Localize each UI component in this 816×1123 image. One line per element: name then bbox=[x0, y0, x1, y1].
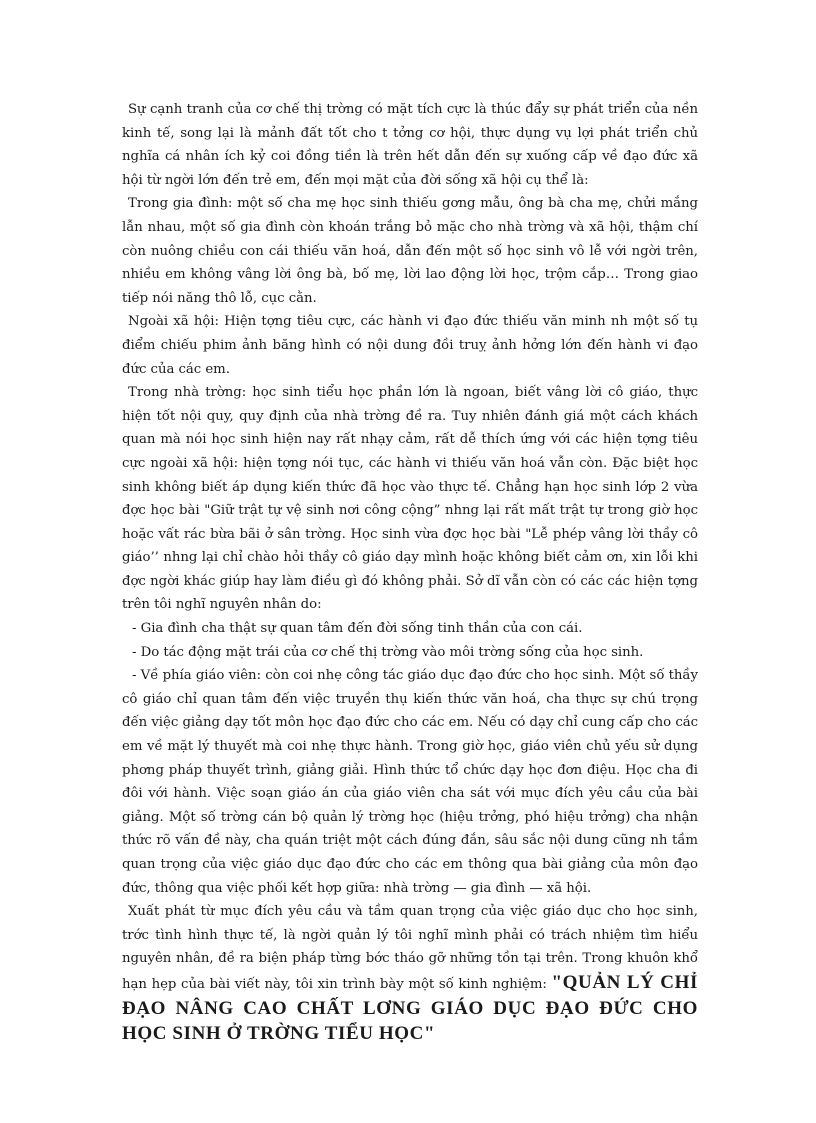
paragraph-family: Trong gia đình: một số cha mẹ học sinh thiếu gơng mẫu, ông bà cha mẹ, chửi mắng lẫn nhau, một số gia đình còn khoán trắng bỏ mặc cho nhà trờng và xã hội, thậm chí còn nuông chiều con cái thiếu văn hoá, dẫn đến một số học sinh vô lễ với ngời trên, nhiều em không vâng lời ông bà, bố mẹ, lời lao động lời học, trộm cắp… Trong giao tiếp nói năng thô lỗ, cục cằn. bbox=[122, 196, 698, 306]
document-title: "QUẢN LÝ CHỈ ĐẠO NÂNG CAO CHẤT LƠNG GIÁO DỤC ĐẠO ĐỨC CHO HỌC SINH Ở TRỜNG TIỂU HỌC" bbox=[122, 971, 698, 1045]
bullet-market-cause: - Do tác động mặt trái của cơ chế thị trờng vào môi trờng sống của học sinh. bbox=[132, 644, 644, 660]
closing-text: Xuất phát từ mục đích yêu cầu và tầm quan trọng của việc giáo dục cho học sinh, trớc tình hình thực tế, là ngời quản lý tôi nghĩ mình phải có trách nhiệm tìm hiểu nguyên nhân, đề ra biện pháp từng bớc tháo gỡ những tồn tại trên. Trong khuôn khổ hạn hẹp của bài viết này, tôi xin trình bày một số kinh nghiệm: bbox=[122, 904, 698, 992]
paragraph-market-competition: Sự cạnh tranh của cơ chế thị trờng có mặt tích cực là thúc đẩy sự phát triển của nền kinh tế, song lại là mảnh đất tốt cho t tởng cơ hội, thực dụng vụ lợi phát triển chủ nghĩa cá nhân ích kỷ coi đồng tiền là trên hết dẫn đến sự xuống cấp về đạo đức xã hội từ ngời lớn đến trẻ em, đến mọi mặt của đời sống xã hội cụ thể là: bbox=[122, 102, 698, 188]
bullet-teacher-cause: - Về phía giáo viên: còn coi nhẹ công tác giáo dục đạo đức cho học sinh. Một số thầy cô giáo chỉ quan tâm đến việc truyền thụ kiến thức văn hoá, cha thực sự chú trọng đến việc giảng dạy tốt môn học đạo đức cho các em. Nếu có dạy chỉ cung cấp cho các em về mặt lý thuyết mà coi nhẹ thực hành. Trong giờ học, giáo viên chủ yếu sử dụng phơng pháp thuyết trình, giảng giải. Hình thức tổ chức dạy học đơn điệu. Học cha đi đôi với hành. Việc soạn giáo án của giáo viên cha sát với mục đích yêu cầu của bài giảng. Một số trờng cán bộ quản lý trờng học (hiệu trởng, phó hiệu trởng) cha nhận thức rõ vấn đề này, cha quán triệt một cách đúng đắn, sâu sắc nội dung cũng nh tầm quan trọng của việc giáo dục đạo đức cho các em thông qua bài giảng của môn đạo đức, thông qua việc phối kết hợp giữa: nhà trờng — gia đình — xã hội. bbox=[122, 668, 698, 896]
bullet-family-cause: - Gia đình cha thật sự quan tâm đến đời sống tinh thần của con cái. bbox=[132, 621, 583, 637]
paragraph-society: Ngoài xã hội: Hiện tợng tiêu cực, các hành vi đạo đức thiếu văn minh nh một số tụ điểm chiếu phim ảnh băng hình có nội dung đồi truỵ ảnh hởng lớn đến hành vi đạo đức của các em. bbox=[122, 314, 698, 377]
paragraph-school: Trong nhà trờng: học sinh tiểu học phần lớn là ngoan, biết vâng lời cô giáo, thực hiện tốt nội quy, quy định của nhà trờng đề ra. Tuy nhiên đánh giá một cách khách quan mà nói học sinh hiện nay rất nhạy cảm, rất dễ thích ứng với các hiện tợng tiêu cực ngoài xã hội: hiện tợng nói tục, các hành vi thiếu văn hoá vẫn còn. Đặc biệt học sinh không biết áp dụng kiến thức đã học vào thực tế. Chẳng hạn học sinh lớp 2 vừa đợc học bài "Giữ trật tự vệ sinh nơi công cộng” nhng lại rất mất trật tự trong giờ học hoặc vất rác bừa bãi ở sân trờng. Học sinh vừa đợc học bài "Lễ phép vâng lời thầy cô giáo’’ nhng lại chỉ chào hỏi thầy cô giáo dạy mình hoặc không biết cảm ơn, xin lỗi khi đợc ngời khác giúp hay làm điều gì đó không phải. Sở dĩ vẫn còn có các các hiện tợng trên tôi nghĩ nguyên nhân do: bbox=[122, 385, 698, 613]
document-body bbox=[122, 98, 698, 1048]
paragraph-closing bbox=[122, 900, 698, 1048]
